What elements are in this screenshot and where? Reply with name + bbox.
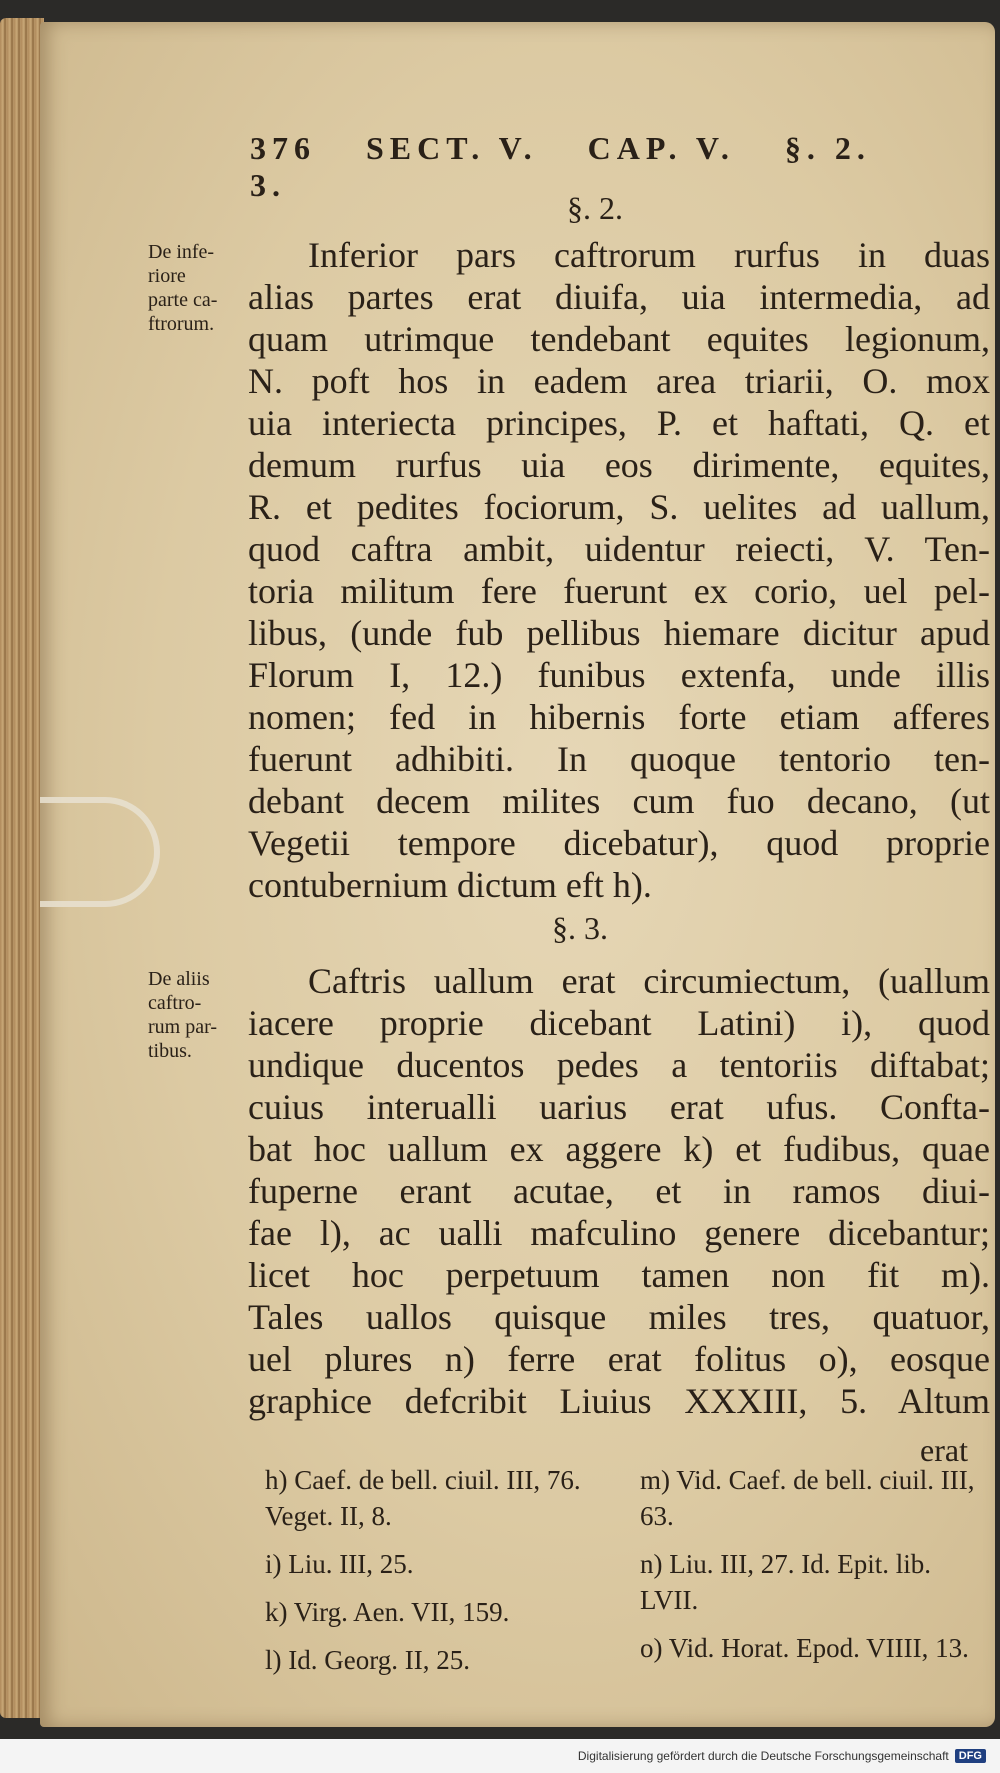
footnotes-right-column [640, 1462, 990, 1690]
footnotes-left-column [265, 1462, 615, 1690]
section-2-body [248, 234, 990, 906]
book-page [40, 22, 995, 1727]
footnote: h) Caef. de bell. ciuil. III, 76. Veget. II, 8. [265, 1465, 581, 1531]
section-3-mark: §. 3. [552, 910, 608, 946]
header-section: SECT. V. [366, 130, 538, 166]
page-number: 376 [250, 130, 316, 166]
footnotes [265, 1462, 990, 1690]
text-line: demum rurfus uia eos dirimente, equites, [248, 445, 990, 485]
text-line: contubernium dictum eft h). [248, 865, 652, 905]
text-line: bat hoc uallum ex aggere k) et fudibus, quae [248, 1129, 990, 1169]
footnote: n) Liu. III, 27. Id. Epit. lib. LVII. [640, 1549, 931, 1615]
section-2-mark: §. 2. [567, 190, 623, 226]
text-line: undique ducentos pedes a tentoriis diftabat; [248, 1045, 990, 1085]
sidenote-line: rum par- [148, 1016, 218, 1038]
text-line: fuperne erant acutae, et in ramos diui- [248, 1171, 990, 1211]
footnote: i) Liu. III, 25. [265, 1549, 414, 1579]
text-line: quod caftra ambit, uidentur reiecti, V. Ten- [248, 529, 990, 569]
text-line: cuius interualli uarius erat ufus. Confta- [248, 1087, 990, 1127]
sidenote-line: tibus. [148, 1040, 192, 1062]
text-line: graphice defcribit Liuius XXXIII, 5. Altum [248, 1381, 990, 1421]
text-line: fae l), ac ualli mafculino genere dicebantur; [248, 1213, 990, 1253]
sidenote-line: caftro- [148, 992, 202, 1014]
text-line: uia interiecta principes, P. et haftati, Q. et [248, 403, 990, 443]
text-line: alias partes erat diuifa, uia intermedia, ad [248, 277, 990, 317]
text-line: fuerunt adhibiti. In quoque tentorio ten- [248, 739, 990, 779]
sidenote-line: De infe- [148, 241, 215, 263]
footnote: o) Vid. Horat. Epod. VIIII, 13. [640, 1633, 969, 1663]
book-page-edges [0, 18, 44, 1718]
text-line: iacere proprie dicebant Latini) i), quod [248, 1003, 990, 1043]
text-line: debant decem milites cum fuo decano, (ut [248, 781, 990, 821]
sidenote-line: parte ca- [148, 289, 218, 311]
digitization-credit-bar [0, 1739, 1000, 1773]
text-line: R. et pedites fociorum, S. uelites ad uallum, [248, 487, 990, 527]
text-line: toria militum fere fuerunt ex corio, uel pel- [248, 571, 990, 611]
text-line: licet hoc perpetuum tamen non fit m). [248, 1255, 990, 1295]
text-line: uel plures n) ferre erat folitus o), eosque [248, 1339, 990, 1379]
header-chapter: CAP. V. [587, 130, 735, 166]
text-line: nomen; fed in hibernis forte etiam afferes [248, 697, 990, 737]
credit-text: Digitalisierung gefördert durch die Deutsche Forschungsgemeinschaft [577, 1749, 949, 1763]
footnote: l) Id. Georg. II, 25. [265, 1645, 470, 1675]
sidenote-line: riore [148, 265, 186, 287]
sidenote-line: ftrorum. [148, 313, 215, 335]
dfg-logo: DFG [955, 1749, 986, 1763]
text-line: Tales uallos quisque miles tres, quatuor, [248, 1297, 990, 1337]
sidenote-line: De aliis [148, 968, 210, 990]
footnote: m) Vid. Caef. de bell. ciuil. III, 63. [640, 1465, 975, 1531]
text-line: quam utrimque tendebant equites legionum, [248, 319, 990, 359]
section-3-body [248, 960, 990, 1422]
text-line: Caftris uallum erat circumiectum, (uallum [308, 961, 990, 1001]
text-line: Florum I, 12.) funibus extenfa, unde illis [248, 655, 990, 695]
page-clip [40, 797, 160, 907]
footnote: k) Virg. Aen. VII, 159. [265, 1597, 510, 1627]
header-paragraphs: §. 2. 3. [250, 130, 871, 203]
text-line: Vegetii tempore dicebatur), quod proprie [248, 823, 990, 863]
text-line: libus, (unde fub pellibus hiemare dicitur apud [248, 613, 990, 653]
text-line: N. poft hos in eadem area triarii, O. mox [248, 361, 990, 401]
text-line: Inferior pars caftrorum rurfus in duas [308, 235, 990, 275]
catchword: erat [920, 1432, 968, 1468]
